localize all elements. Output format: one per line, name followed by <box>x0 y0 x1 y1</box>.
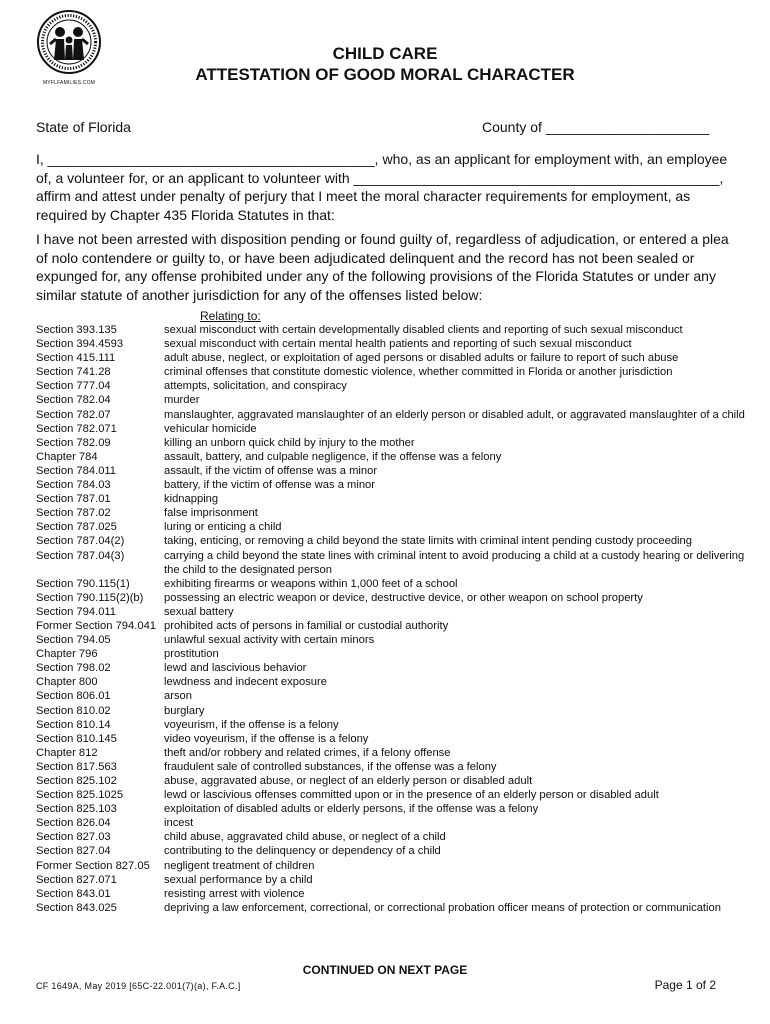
offense-description: killing an unborn quick child by injury to the mother <box>164 436 415 449</box>
offense-row <box>36 534 746 548</box>
offense-section: Section 843.025 <box>36 901 117 914</box>
offense-description: lewd and lascivious behavior <box>164 662 307 675</box>
offense-section: Chapter 812 <box>36 746 98 759</box>
offense-section: Section 784.011 <box>36 464 117 477</box>
offense-row <box>36 844 746 858</box>
offense-row <box>36 675 746 689</box>
offense-section: Section 787.04(3) <box>36 549 125 562</box>
state-label: State of Florida <box>36 119 131 135</box>
offense-section: Section 741.28 <box>36 366 111 379</box>
offense-description: exhibiting firearms or weapons within 1,000 feet of a school <box>164 577 458 590</box>
offense-section: Section 782.04 <box>36 394 111 407</box>
offense-row <box>36 830 746 844</box>
offense-section: Section 827.071 <box>36 873 117 886</box>
offense-row <box>36 337 746 351</box>
offenses-list <box>36 323 746 915</box>
offense-description: sexual battery <box>164 605 234 618</box>
offense-row <box>36 478 746 492</box>
offense-description: depriving a law enforcement, correctional, or correctional probation officer means of protection or communication <box>164 901 721 914</box>
offense-row <box>36 577 746 591</box>
intro-line: I have not been arrested with disposition pending or found guilty of, regardless of adjudication, or entered a plea <box>36 231 729 247</box>
offense-section: Section 787.04(2) <box>36 535 125 548</box>
offense-row <box>36 718 746 732</box>
offense-section: Chapter 800 <box>36 676 98 689</box>
offense-description: negligent treatment of children <box>164 859 315 872</box>
attestation-line: required by Chapter 435 Florida Statutes in that: <box>36 206 335 223</box>
offense-section: Section 843.01 <box>36 887 111 900</box>
offense-row <box>36 436 746 450</box>
offense-row <box>36 647 746 661</box>
offense-section: Section 777.04 <box>36 380 111 393</box>
offense-section: Section 787.025 <box>36 521 117 534</box>
form-number: CF 1649A, May 2019 [65C-22.001(7)(a), F.A.C.] <box>36 981 241 991</box>
offense-description: exploitation of disabled adults or elderly persons, if the offense was a felony <box>164 803 539 816</box>
offense-row <box>36 774 746 788</box>
offense-section: Section 415.111 <box>36 352 116 365</box>
offense-section: Section 787.02 <box>36 507 111 520</box>
offense-description: video voyeurism, if the offense is a felony <box>164 732 369 745</box>
offense-section: Chapter 796 <box>36 648 98 661</box>
offense-section: Section 784.03 <box>36 479 111 492</box>
offense-section: Section 827.03 <box>36 831 111 844</box>
offense-description: lewd or lascivious offenses committed upon or in the presence of an elderly person or disabled adult <box>164 789 659 802</box>
offense-description: vehicular homicide <box>164 422 257 435</box>
offense-section: Section 825.102 <box>36 775 117 787</box>
offense-row <box>36 619 746 633</box>
attestation-line[interactable]: of, a volunteer for, or an applicant to volunteer with _______________________________________________, <box>36 169 724 186</box>
attestation-line: affirm and attest under penalty of perjury that I meet the moral character requirements for employment, as <box>36 188 691 204</box>
offense-description: manslaughter, aggravated manslaughter of an elderly person or disabled adult, or aggravated manslaughter of a child <box>164 408 745 421</box>
offense-row <box>36 802 746 816</box>
offense-description: fraudulent sale of controlled substances, if the offense was a felony <box>164 760 497 773</box>
offense-row <box>36 591 746 605</box>
relating-to-heading: Relating to: <box>200 309 261 323</box>
offense-description: abuse, aggravated abuse, or neglect of an elderly person or disabled adult <box>164 775 533 787</box>
offense-description: taking, enticing, or removing a child beyond the state limits with criminal intent pending custody proceeding <box>164 535 692 548</box>
offense-row <box>36 760 746 774</box>
page-number: Page 1 of 2 <box>654 978 716 992</box>
offense-row <box>36 450 746 464</box>
offense-section: Former Section 827.05 <box>36 859 150 872</box>
offense-section: Section 794.05 <box>36 634 111 647</box>
offense-description: burglary <box>164 704 205 717</box>
offense-section: Section 826.04 <box>36 817 111 830</box>
offense-description: prohibited acts of persons in familial or custodial authority <box>164 619 449 632</box>
attestation-line[interactable]: I, __________________________________________, who, as an applicant for employment with, an employee <box>36 151 728 167</box>
offense-description: sexual misconduct with certain mental health patients and reporting of such sexual misconduct <box>164 338 632 351</box>
offense-description: assault, battery, and culpable negligence, if the offense was a felony <box>164 450 502 463</box>
offense-row <box>36 873 746 887</box>
continued-notice: CONTINUED ON NEXT PAGE <box>302 963 468 977</box>
offense-row <box>36 859 746 873</box>
offense-description: adult abuse, neglect, or exploitation of aged persons or disabled adults or failure to report of such abuse <box>164 352 679 365</box>
offense-section: Former Section 794.041 <box>36 619 157 632</box>
offense-description: kidnapping <box>164 493 219 506</box>
offense-description: contributing to the delinquency or dependency of a child <box>164 845 441 858</box>
offense-row <box>36 323 746 337</box>
offense-section: Section 827.04 <box>36 845 111 858</box>
offense-description: luring or enticing a child <box>164 521 282 534</box>
offense-row <box>36 887 746 901</box>
document-subtitle: ATTESTATION OF GOOD MORAL CHARACTER <box>195 65 575 84</box>
offense-section: Section 787.01 <box>36 493 111 506</box>
offense-section: Section 782.071 <box>36 422 117 435</box>
offense-row <box>36 746 746 760</box>
offense-description: criminal offenses that constitute domestic violence, whether committed in Florida or another jurisdiction <box>164 366 673 379</box>
offense-description: incest <box>164 817 194 830</box>
offense-row <box>36 704 746 718</box>
offense-section: Section 782.09 <box>36 436 111 449</box>
offense-section: Section 810.14 <box>36 718 111 731</box>
offense-description: false imprisonment <box>164 507 258 520</box>
intro-line: of nolo contendere or guilty to, or have been adjudicated delinquent and the record has not been sealed or <box>36 249 695 266</box>
offense-section: Section 394.4593 <box>36 338 124 351</box>
offense-section: Section 810.145 <box>36 732 117 745</box>
offense-description: theft and/or robbery and related crimes, if a felony offense <box>164 746 451 759</box>
offense-description: resisting arrest with violence <box>164 887 305 900</box>
county-field[interactable]: County of _____________________ <box>482 119 710 135</box>
offense-section: Section 810.02 <box>36 704 111 717</box>
offense-intro-paragraph <box>36 230 736 304</box>
offense-row <box>36 605 746 619</box>
offense-row <box>36 492 746 506</box>
offense-section: Section 790.115(1) <box>36 577 130 590</box>
offense-row <box>36 816 746 830</box>
offense-row <box>36 393 746 407</box>
offense-section: Chapter 784 <box>36 450 98 463</box>
offense-section: Section 806.01 <box>36 690 111 703</box>
offense-section: Section 782.07 <box>36 408 111 421</box>
offense-section: Section 825.103 <box>36 803 117 816</box>
offense-description: arson <box>164 690 192 703</box>
offense-description: carrying a child beyond the state lines with criminal intent to avoid producing a child at a custody hearing or delivering the child to the designated person <box>164 549 745 576</box>
offense-row <box>36 788 746 802</box>
document-title: CHILD CARE <box>332 44 438 63</box>
offense-description: child abuse, aggravated child abuse, or neglect of a child <box>164 831 446 844</box>
offense-section: Section 825.1025 <box>36 789 124 802</box>
offense-description: possessing an electric weapon or device, destructive device, or other weapon on school property <box>164 591 643 604</box>
offense-description: sexual performance by a child <box>164 873 313 886</box>
offense-section: Section 794.011 <box>36 605 117 618</box>
offense-row <box>36 422 746 436</box>
offense-section: Section 817.563 <box>36 760 117 773</box>
attestation-paragraph <box>36 150 736 224</box>
offense-description: unlawful sexual activity with certain minors <box>164 634 375 647</box>
offense-description: assault, if the victim of offense was a minor <box>164 464 378 477</box>
offense-row <box>36 408 746 422</box>
offense-description: prostitution <box>164 648 219 661</box>
offense-description: sexual misconduct with certain developmentally disabled clients and reporting of such sexual misconduct <box>164 324 683 336</box>
offense-row <box>36 901 746 915</box>
offense-description: lewdness and indecent exposure <box>164 676 327 689</box>
offense-row <box>36 464 746 478</box>
offense-row <box>36 732 746 746</box>
offense-row <box>36 549 746 577</box>
offense-row <box>36 351 746 365</box>
offense-description: murder <box>164 394 200 407</box>
offense-section: Section 393.135 <box>36 324 117 336</box>
logo-caption: MYFLFAMILIES.COM <box>42 80 96 86</box>
intro-line: expunged for, any offense prohibited under any of the following provisions of the Florida Statutes or under any <box>36 268 716 284</box>
offense-description: battery, if the victim of offense was a minor <box>164 479 375 492</box>
offense-description: attempts, solicitation, and conspiracy <box>164 380 347 393</box>
offense-row <box>36 633 746 647</box>
offense-section: Section 790.115(2)(b) <box>36 591 144 604</box>
offense-section: Section 798.02 <box>36 662 111 675</box>
offense-row <box>36 689 746 703</box>
offense-row <box>36 365 746 379</box>
offense-row <box>36 506 746 520</box>
offense-row <box>36 379 746 393</box>
offense-row <box>36 520 746 534</box>
intro-line: similar statute of another jurisdiction for any of the offenses listed below: <box>36 286 483 303</box>
offense-row <box>36 661 746 675</box>
offense-description: voyeurism, if the offense is a felony <box>164 718 339 731</box>
